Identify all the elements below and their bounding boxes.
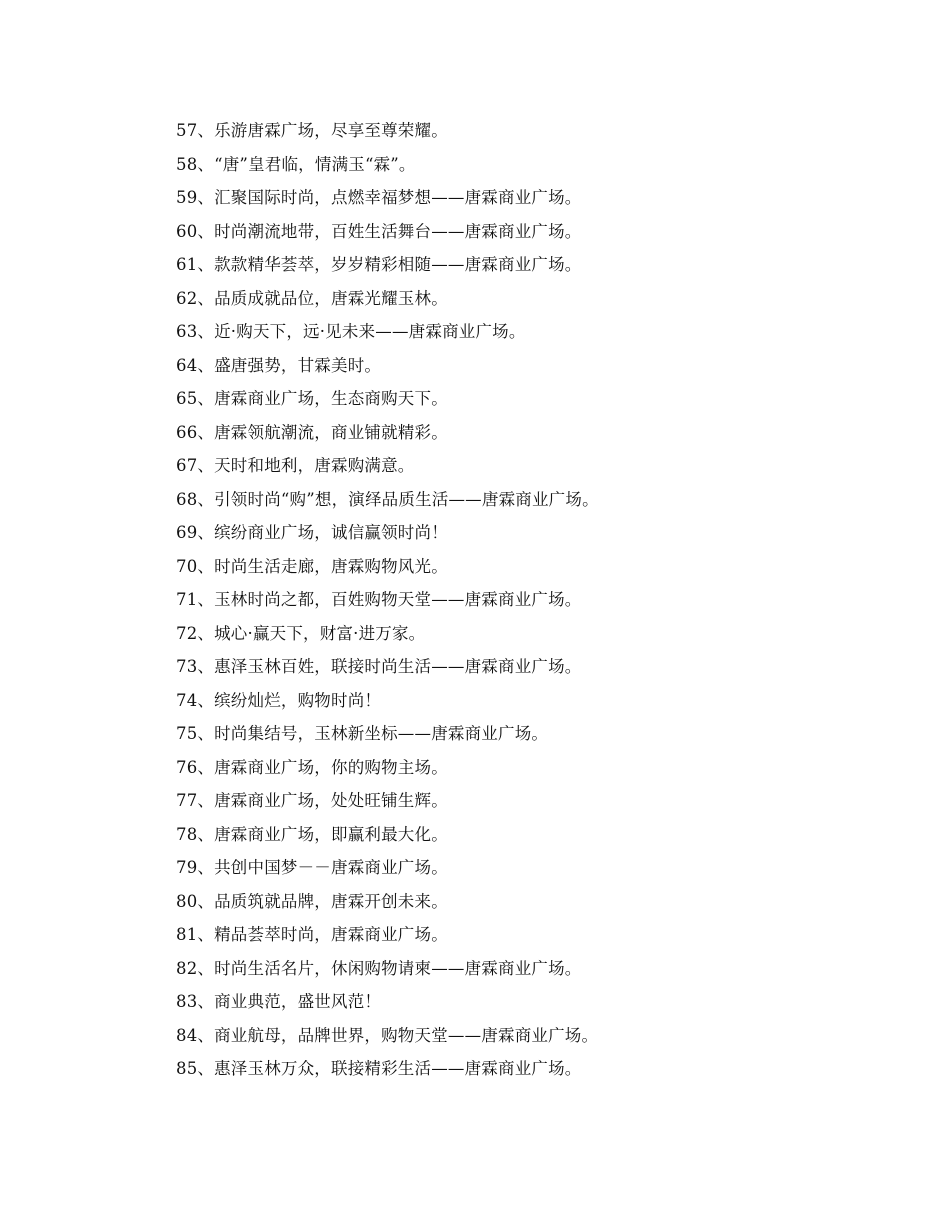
list-item: 83、商业典范，盛世风范！ [176, 992, 382, 1011]
list-item: 80、品质筑就品牌，唐霖开创未来。 [176, 891, 448, 911]
list-item: 79、共创中国梦－－唐霖商业广场。 [176, 858, 448, 877]
list-item: 75、时尚集结号，玉林新坐标——唐霖商业广场。 [176, 724, 549, 743]
list-item: 78、唐霖商业广场，即赢利最大化。 [176, 824, 448, 844]
slogan-list [176, 118, 599, 1090]
list-item: 67、天时和地利，唐霖购满意。 [176, 456, 415, 475]
list-item: 60、时尚潮流地带，百姓生活舞台——唐霖商业广场。 [176, 221, 582, 241]
list-item: 63、近·购天下，远·见未来——唐霖商业广场。 [176, 322, 526, 341]
list-item: 62、品质成就品位，唐霖光耀玉林。 [176, 288, 448, 308]
list-item: 70、时尚生活走廊，唐霖购物风光。 [176, 556, 448, 576]
list-item: 68、引领时尚“购”想，演绎品质生活——唐霖商业广场。 [176, 489, 599, 509]
list-item: 73、惠泽玉林百姓，联接时尚生活——唐霖商业广场。 [176, 657, 582, 676]
list-item: 57、乐游唐霖广场，尽享至尊荣耀。 [176, 121, 448, 140]
list-item: 74、缤纷灿烂，购物时尚！ [176, 690, 382, 710]
list-item: 85、惠泽玉林万众，联接精彩生活——唐霖商业广场。 [176, 1059, 582, 1078]
list-item: 71、玉林时尚之都，百姓购物天堂——唐霖商业广场。 [176, 590, 582, 609]
list-item: 76、唐霖商业广场，你的购物主场。 [176, 757, 448, 777]
list-item: 77、唐霖商业广场，处处旺铺生辉。 [176, 791, 448, 810]
list-item: 81、精品荟萃时尚，唐霖商业广场。 [176, 925, 448, 944]
list-item: 58、“唐”皇君临，情满玉“霖”。 [176, 154, 416, 174]
list-item: 64、盛唐强势，甘霖美时。 [176, 355, 382, 375]
list-item: 65、唐霖商业广场，生态商购天下。 [176, 389, 448, 408]
list-item: 82、时尚生活名片，休闲购物请柬——唐霖商业广场。 [176, 958, 582, 978]
list-item: 84、商业航母，品牌世界，购物天堂——唐霖商业广场。 [176, 1025, 599, 1045]
list-item: 59、汇聚国际时尚，点燃幸福梦想——唐霖商业广场。 [176, 188, 582, 207]
list-item: 72、城心·赢天下，财富·进万家。 [176, 623, 426, 643]
list-item: 69、缤纷商业广场，诚信赢领时尚！ [176, 523, 448, 542]
list-item: 66、唐霖领航潮流，商业铺就精彩。 [176, 422, 448, 442]
list-item: 61、款款精华荟萃，岁岁精彩相随——唐霖商业广场。 [176, 255, 582, 274]
